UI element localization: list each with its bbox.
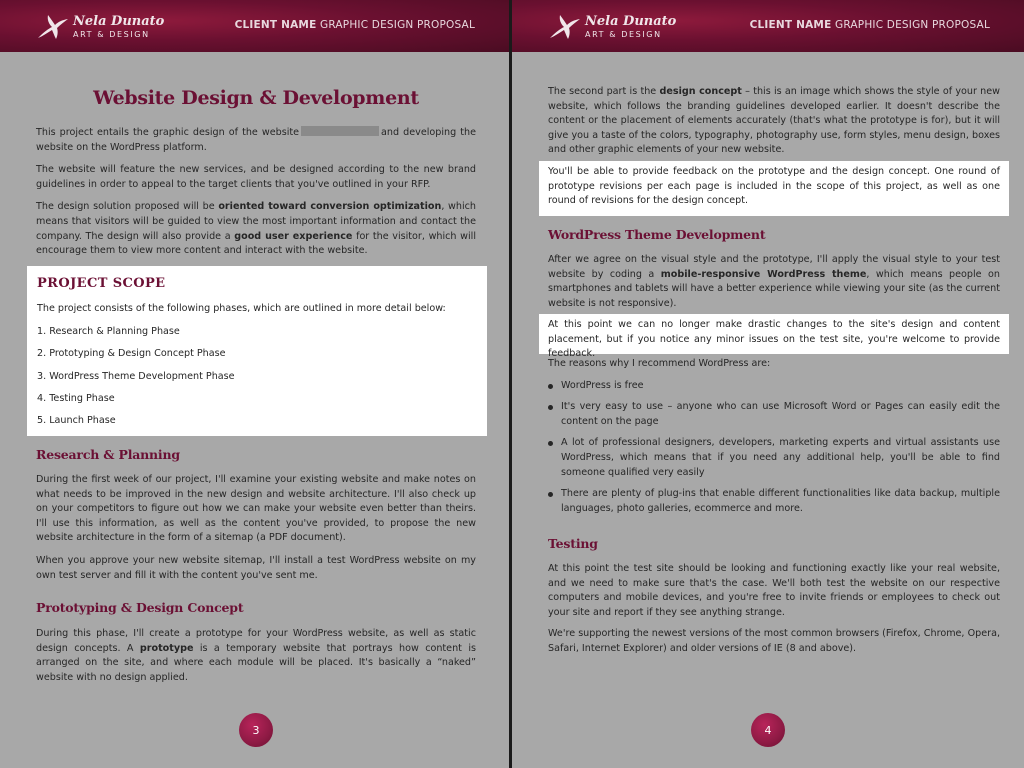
client-name-label: CLIENT NAME — [234, 19, 317, 31]
changes-highlight-text: At this point we can no longer make drastic changes to the site's design and content placement, but if you notice any minor issues on the test site, you're welcome to provide feedback. — [548, 319, 1000, 360]
heading-testing: Testing — [548, 536, 598, 551]
wordpress-section — [548, 253, 1000, 311]
intro-p3-bold-a: oriented toward conversion optimization — [218, 201, 442, 213]
intro-paragraph-3 — [36, 200, 476, 258]
hummingbird-logo-icon — [36, 12, 70, 42]
testing-section — [548, 562, 1000, 657]
intro-p1-text-a: This project entails the graphic design of the website — [36, 127, 300, 138]
design-concept-paragraph — [548, 85, 1000, 158]
testing-paragraph-2: We're supporting the newest versions of the most common browsers (Firefox, Chrome, Opera, Safari, Internet Explorer) and older versions of IE (8 and above). — [548, 628, 1000, 654]
brand-subtitle: ART & DESIGN — [585, 30, 662, 39]
prototyping-section — [36, 627, 476, 685]
brand-name: Nela Dunato — [73, 14, 165, 29]
project-scope-title: PROJECT SCOPE — [37, 276, 166, 291]
wordpress-paragraph — [548, 253, 1000, 311]
intro-p1-text-b: and developing the website on the WordPress platform. — [36, 127, 476, 153]
project-scope-box — [27, 266, 487, 436]
wp-text-b: , which means people on smartphones and tablets will have a better experience while viewing your site (as the current website is not responsive). — [548, 268, 1000, 309]
list-item: 1. Research & Planning Phase — [37, 326, 180, 337]
testing-paragraph-1: At this point the test site should be looking and functioning exactly like your real website, and we need to make sure that's the case. We'll both test the website on our respective computers and mobile devices, and you're free to invite friends or employees to check out your site and report if they see anything strange. — [548, 563, 1000, 618]
intro-paragraph-2: The website will feature the new services, and be designed according to the new brand guidelines in order to appeal to the target clients that you've outlined in your RFP. — [36, 164, 476, 190]
page-number: 3 — [239, 713, 273, 747]
doc-header-label — [750, 19, 990, 31]
list-item: A lot of professional designers, developers, marketing experts and virtual assistants use WordPress, which means that if you need any additional help, you'll be able to find someone qualified very easily — [548, 436, 1000, 480]
brand-logo — [36, 11, 164, 43]
feedback-highlight-box — [539, 161, 1009, 216]
wp-text-a: After we agree on the visual style and the prototype, I'll apply the visual style to your test website by coding a — [548, 254, 1000, 280]
brand-logo — [548, 11, 676, 43]
intro-p3-bold-b: good user experience — [234, 230, 353, 242]
page-header — [512, 0, 1024, 52]
brand-name: Nela Dunato — [585, 14, 677, 29]
research-paragraph-2: When you approve your new website sitemap, I'll install a test WordPress website on my own test server and fill it with the content you've sent me. — [36, 554, 476, 581]
reasons-intro: The reasons why I recommend WordPress are: — [548, 358, 771, 369]
research-paragraph-1: During the first week of our project, I'll examine your existing website and make notes on what needs to be improved in the new design and website architecture. I'll also check up on your competitors to figure out how we can make your website even better than theirs. I'll use this information, as well as the content you've provided, to propose the new website architecture in the form of a sitemap (a PDF document). — [36, 474, 476, 544]
prototyping-paragraph — [36, 627, 476, 685]
heading-wordpress-theme: WordPress Theme Development — [548, 227, 766, 242]
intro-paragraph-1 — [36, 126, 476, 155]
proto-text-a: During this phase, I'll create a prototype for your WordPress website, as well as static design concepts. A — [36, 628, 476, 654]
intro-section — [36, 126, 476, 259]
reasons-list — [548, 379, 1000, 517]
doc-type-label: GRAPHIC DESIGN PROPOSAL — [835, 19, 990, 31]
proto-text-b: is a temporary website that portrays how content is arranged on the site, and where each module will be placed. It's basically a “naked” website with no design applied. — [36, 642, 476, 683]
page-title: Website Design & Development — [93, 87, 419, 109]
concept-text-a: The second part is the — [548, 86, 660, 97]
page-header — [0, 0, 509, 52]
list-item: 5. Launch Phase — [37, 415, 116, 427]
concept-bold: design concept — [659, 86, 742, 97]
project-scope-list — [37, 325, 235, 436]
list-item: It's very easy to use – anyone who can use Microsoft Word or Pages can easily edit the content on the page — [548, 400, 1000, 429]
list-item: 2. Prototyping & Design Concept Phase — [37, 348, 226, 360]
doc-header-label — [235, 19, 475, 31]
intro-p3-text-c: for the visitor, which will encourage them to view more content and interact with the website. — [36, 230, 476, 257]
changes-highlight-box — [539, 314, 1009, 360]
page-number: 4 — [751, 713, 785, 747]
heading-prototyping: Prototyping & Design Concept — [36, 600, 244, 615]
doc-type-label: GRAPHIC DESIGN PROPOSAL — [320, 19, 475, 31]
page-4 — [512, 0, 1024, 768]
wp-bold: mobile-responsive WordPress theme — [660, 268, 867, 280]
heading-research: Research & Planning — [36, 447, 180, 462]
research-section — [36, 473, 476, 583]
redacted-website-url — [301, 126, 379, 136]
project-scope-intro: The project consists of the following phases, which are outlined in more detail below: — [37, 303, 446, 314]
design-concept-section — [548, 85, 1000, 158]
client-name-label: CLIENT NAME — [749, 19, 832, 31]
list-item: 3. WordPress Theme Development Phase — [37, 370, 235, 382]
feedback-highlight-text: You'll be able to provide feedback on the prototype and the design concept. One round of prototype revisions per each page is included in the scope of this project, as well as one round of revisions for the design concept. — [548, 166, 1000, 207]
hummingbird-logo-icon — [548, 12, 582, 42]
list-item: WordPress is free — [548, 379, 1000, 394]
proto-bold: prototype — [139, 642, 194, 654]
intro-p3-text-b: , which means that visitors will be guided to view the most important information and contact the company. The design will also provide a — [36, 201, 477, 242]
page-3 — [0, 0, 509, 768]
concept-text-b: – this is an image which shows the style of your new website, which follows the branding guidelines developed earlier. It doesn't describe the content or the placement of elements accurately (that's what the prototype is for), but it will give you a taste of the colors, typography, photography use, form styles, menu design, boxes and other graphic elements of your new website. — [548, 86, 1001, 156]
brand-subtitle: ART & DESIGN — [73, 30, 150, 39]
reasons-section — [548, 357, 1000, 523]
intro-p3-text-a: The design solution proposed will be — [36, 201, 219, 213]
list-item: 4. Testing Phase — [37, 392, 115, 404]
list-item: There are plenty of plug-ins that enable different functionalities like data backup, multiple languages, photo galleries, ecommerce and more. — [548, 487, 1000, 516]
